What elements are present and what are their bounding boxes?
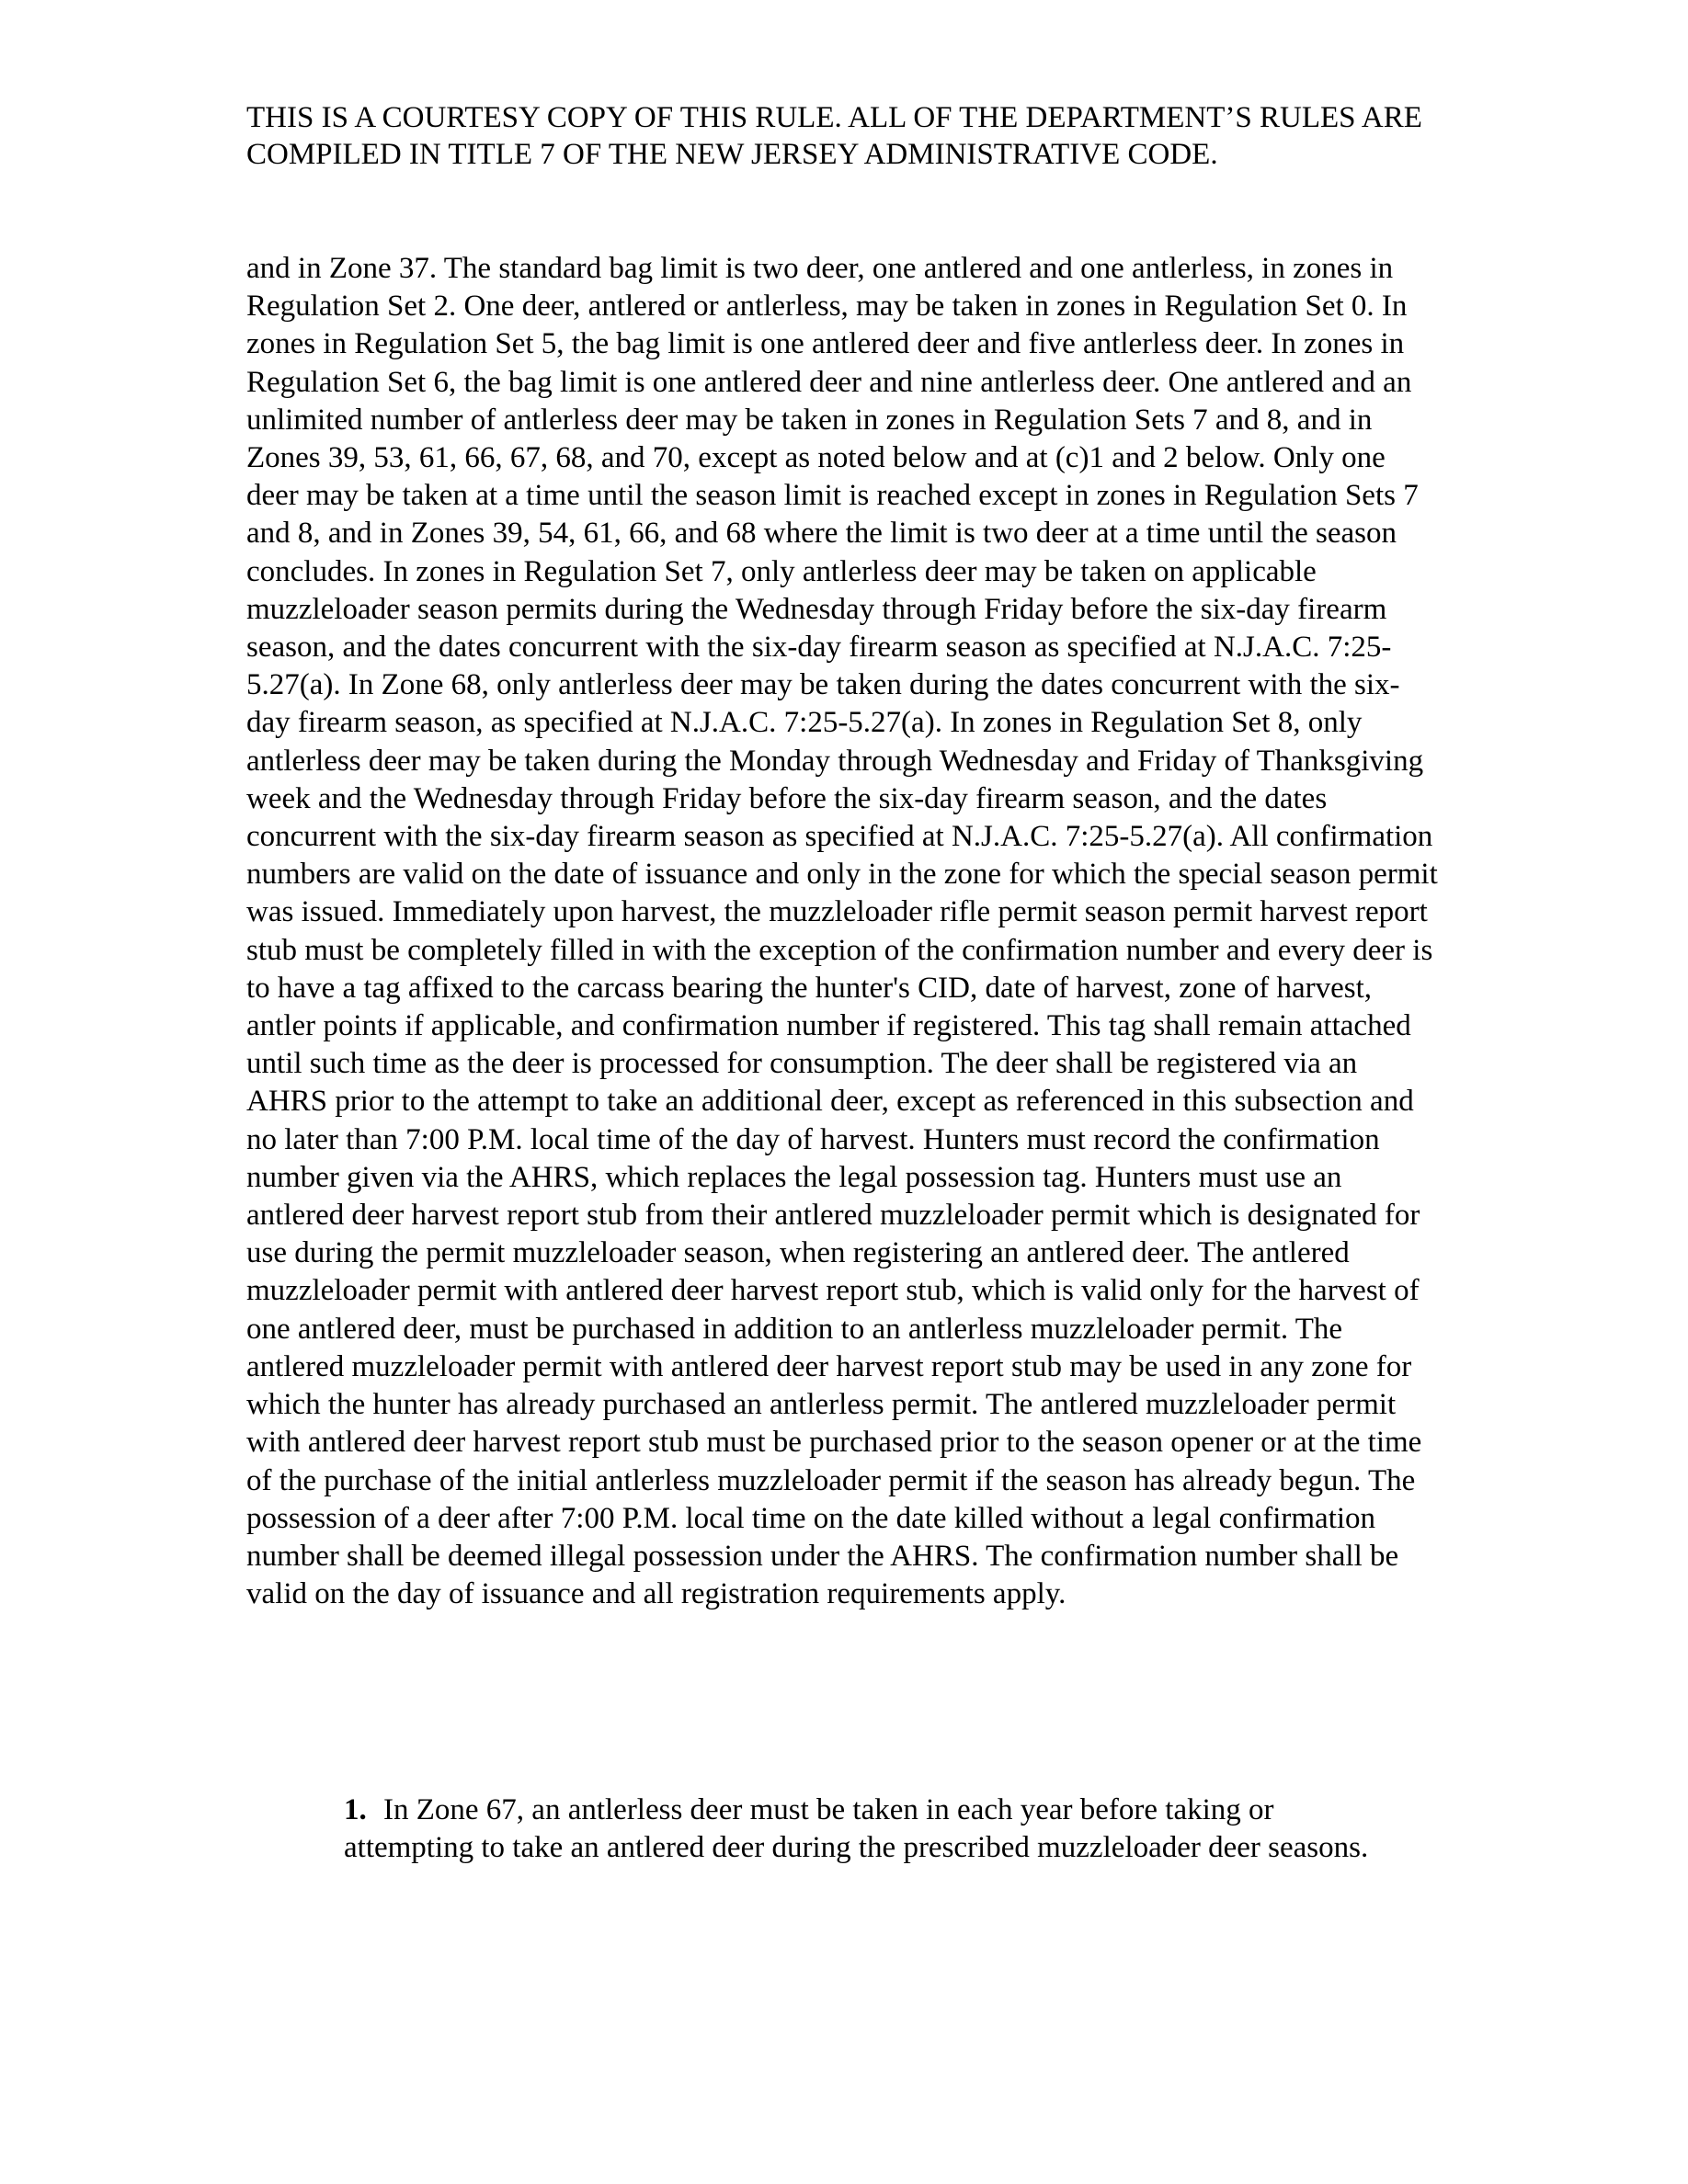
list-item-text: In Zone 67, an antlerless deer must be taken in each year before taking or attempting to take an antlered deer during the prescribed muzzleloader deer seasons. [344,1793,1369,1865]
list-item [344,1792,1410,1867]
rule-body-paragraph: and in Zone 37. The standard bag limit is two deer, one antlered and one antlerless, in zones in Regulation Set 2. One deer, antlered or antlerless, may be taken in zones in Regulation Set 0. In zones in Regulation Set 5, the bag limit is one antlered deer and five antlerless deer. In zones in Regulation Set 6, the bag limit is one antlered deer and nine antlerless deer. One antlered and an unlimited number of antlerless deer may be taken in zones in Regulation Sets 7 and 8, and in Zones 39, 53, 61, 66, 67, 68, and 70, except as noted below and at (c)1 and 2 below. Only one deer may be taken at a time until the season limit is reached except in zones in Regulation Sets 7 and 8, and in Zones 39, 54, 61, 66, and 68 where the limit is two deer at a time until the season concludes. In zones in Regulation Set 7, only antlerless deer may be taken on applicable muzzleloader season permits during the Wednesday through Friday before the six-day firearm season, and the dates concurrent with the six-day firearm season as specified at N.J.A.C. 7:25-5.27(a). In Zone 68, only antlerless deer may be taken during the dates concurrent with the six-day firearm season, as specified at N.J.A.C. 7:25-5.27(a). In zones in Regulation Set 8, only antlerless deer may be taken during the Monday through Wednesday and Friday of Thanksgiving week and the Wednesday through Friday before the six-day firearm season, and the dates concurrent with the six-day firearm season as specified at N.J.A.C. 7:25-5.27(a). All confirmation numbers are valid on the date of issuance and only in the zone for which the special season permit was issued. Immediately upon harvest, the muzzleloader rifle permit season permit harvest report stub must be completely filled in with the exception of the confirmation number and every deer is to have a tag affixed to the carcass bearing the hunter's CID, date of harvest, zone of harvest, antler points if applicable, and confirmation number if registered. This tag shall remain attached until such time as the deer is processed for consumption. The deer shall be registered via an AHRS prior to the attempt to take an additional deer, except as referenced in this subsection and no later than 7:00 P.M. local time of the day of harvest. Hunters must record the confirmation number given via the AHRS, which replaces the legal possession tag. Hunters must use an antlered deer harvest report stub from their antlered muzzleloader permit which is designated for use during the permit muzzleloader season, when registering an antlered deer. The antlered muzzleloader permit with antlered deer harvest report stub, which is valid only for the harvest of one antlered deer, must be purchased in addition to an antlerless muzzleloader permit. The antlered muzzleloader permit with antlered deer harvest report stub may be used in any zone for which the hunter has already purchased an antlerless permit. The antlered muzzleloader permit with antlered deer harvest report stub must be purchased prior to the season opener or at the time of the purchase of the initial antlerless muzzleloader permit if the season has already begun. The possession of a deer after 7:00 P.M. local time on the date killed without a legal confirmation number shall be deemed illegal possession under the AHRS. The confirmation number shall be valid on the day of issuance and all registration requirements apply. [246,252,1438,1611]
courtesy-copy-header: THIS IS A COURTESY COPY OF THIS RULE. ALL OF THE DEPARTMENT’S RULES ARE COMPILED IN TITLE 7 OF THE NEW JERSEY ADMINISTRATIVE CODE. [246,101,1422,171]
list-item-number: 1. [344,1793,367,1826]
